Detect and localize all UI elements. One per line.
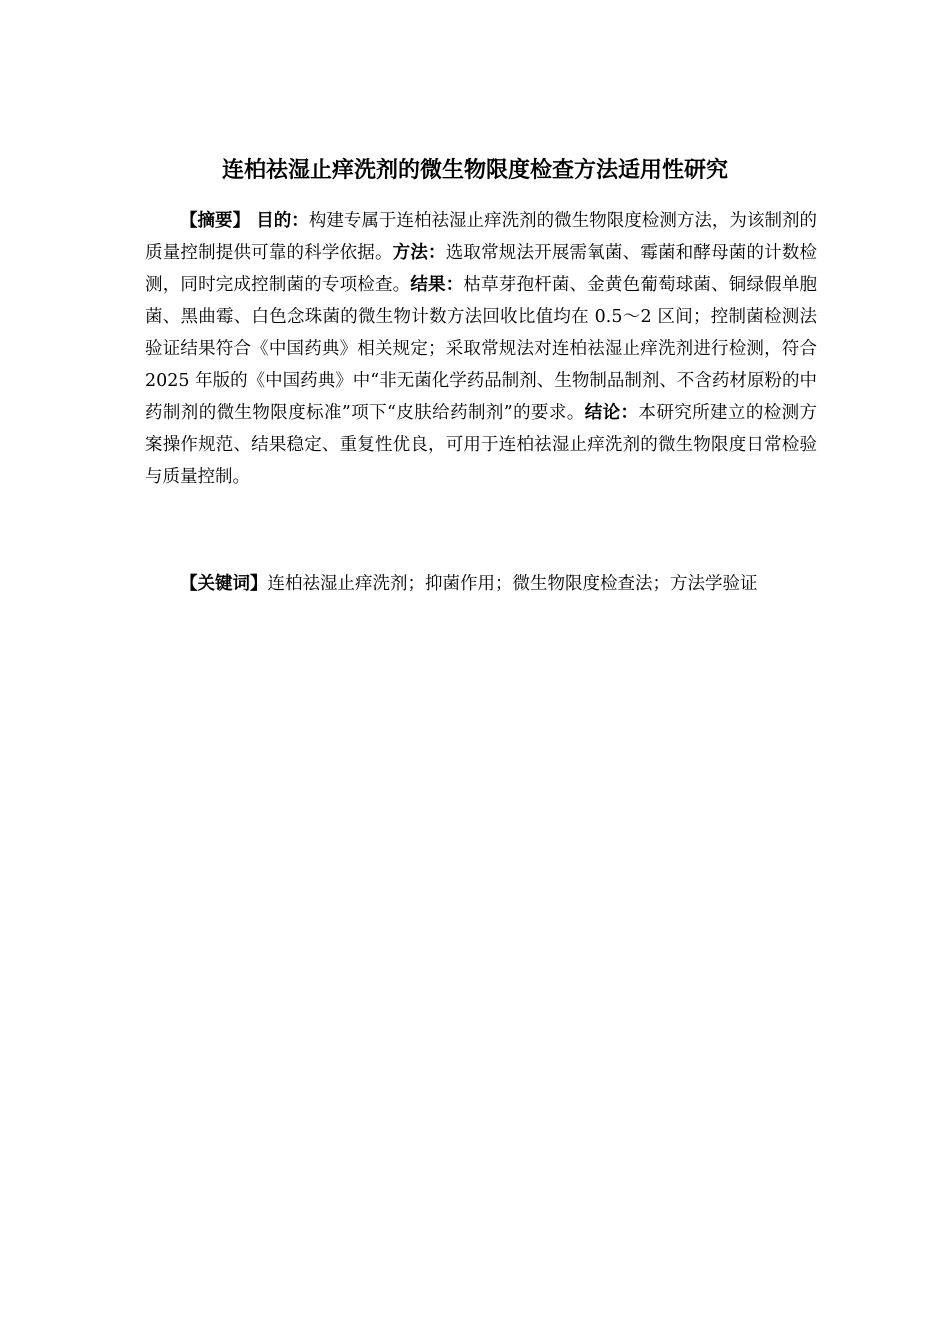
conclusion-text: 本研究所建立的检测方案操作规范、结果稳定、重复性优良，可用于连柏祛湿止痒洗剂的微生物限度日常检验与质量控制。 <box>145 403 818 487</box>
result-label: 结果： <box>410 275 464 295</box>
keywords-text: 连柏祛湿止痒洗剂；抑菌作用；微生物限度检查法；方法学验证 <box>267 574 758 594</box>
abstract-label: 【摘要】 <box>180 211 251 231</box>
method-text: 选取常规法开展需氧菌、霉菌和酵母菌的计数检测，同时完成控制菌的专项检查。 <box>145 243 818 295</box>
keywords-label: 【关键词】 <box>180 574 268 594</box>
method-label: 方法： <box>392 243 446 263</box>
keywords-paragraph <box>145 568 817 600</box>
objective-text: 构建专属于连柏祛湿止痒洗剂的微生物限度检测方法，为该制剂的质量控制提供可靠的科学依据。 <box>145 211 818 263</box>
conclusion-label: 结论： <box>584 403 639 423</box>
objective-label: 目的： <box>250 211 309 231</box>
paper-title: 连柏祛湿止痒洗剂的微生物限度检查方法适用性研究 <box>221 157 728 183</box>
result-text: 枯草芽孢杆菌、金黄色葡萄球菌、铜绿假单胞菌、黑曲霉、白色念珠菌的微生物计数方法回收比值均在 0.5～2 区间；控制菌检测法验证结果符合《中国药典》相关规定；采取常规法对连柏祛湿止痒洗剂进行检测，符合 2025 年版的《中国药典》中“非无菌化学药品制剂、生物制品制剂、不含药材原粉的中药制剂的微生物限度标准”项下“皮肤给药制剂”的要求。 <box>145 275 818 423</box>
abstract-paragraph <box>145 205 817 493</box>
